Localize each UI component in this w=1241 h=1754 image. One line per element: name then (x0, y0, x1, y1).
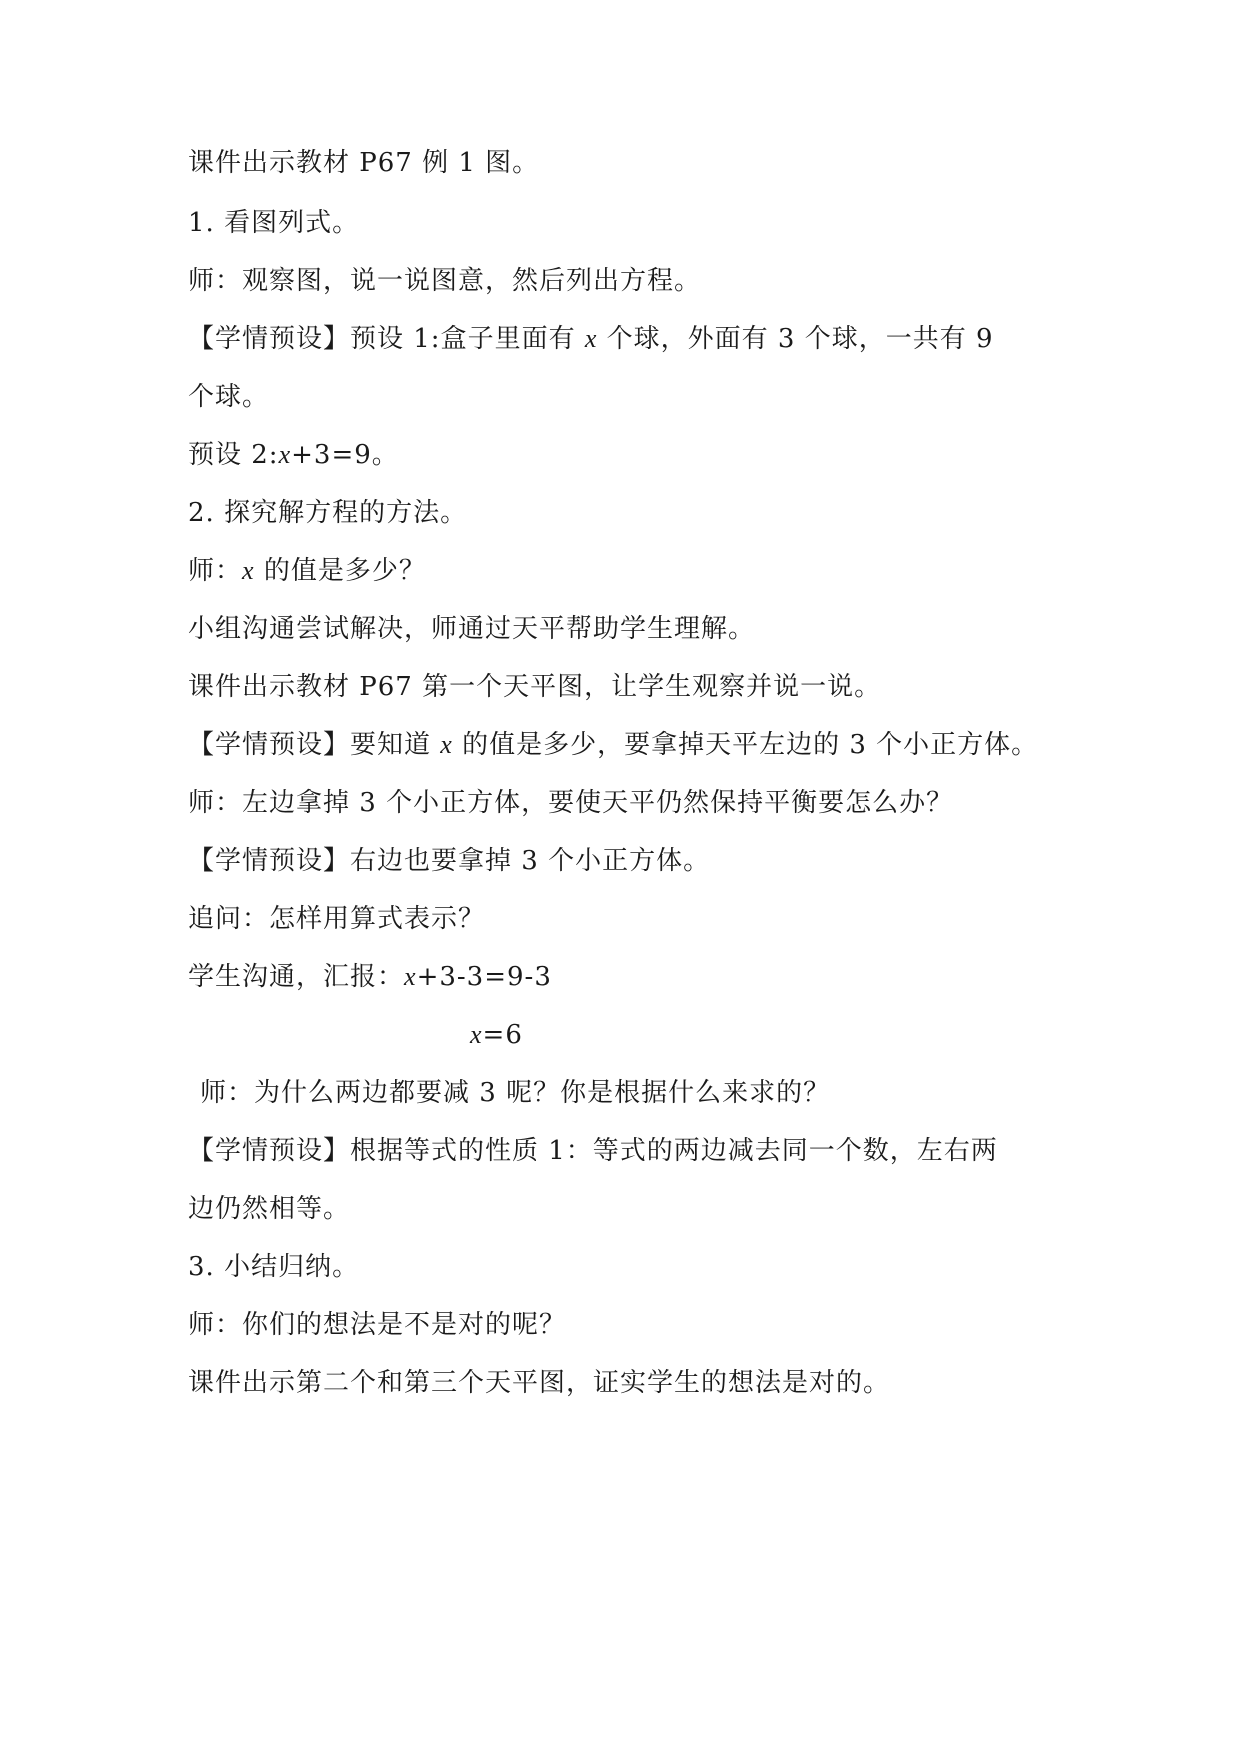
text-line: 师：为什么两边都要减 3 呢？你是根据什么来求的？ (200, 1078, 831, 1108)
text-line: 课件出示教材 P67 第一个天平图，让学生观察并说一说。 (188, 672, 882, 702)
text-line: 【学情预设】右边也要拿掉 3 个小正方体。 (188, 846, 711, 876)
text-line: 课件出示教材 P67 例 1 图。 (188, 148, 540, 178)
text-span: 【学情预设】要知道 (188, 730, 441, 760)
text-span: 师： (188, 556, 243, 586)
text-span: 的值是多少？ (254, 556, 426, 586)
section-heading: 2. 探究解方程的方法。 (188, 498, 468, 528)
section-heading: 3. 小结归纳。 (188, 1252, 360, 1282)
text-line: 小组沟通尝试解决，师通过天平帮助学生理解。 (188, 614, 756, 644)
variable-x: x (242, 556, 255, 585)
variable-x: x (404, 962, 417, 991)
variable-x: x (470, 1020, 483, 1049)
text-line: 个球。 (188, 382, 270, 412)
text-line (188, 728, 1038, 762)
text-span: 【学情预设】预设 1:盒子里面有 (188, 324, 585, 354)
text-line (188, 554, 426, 588)
text-line: 师：你们的想法是不是对的呢？ (188, 1310, 567, 1340)
text-line: 师：观察图，说一说图意，然后列出方程。 (188, 266, 702, 296)
text-line: 师：左边拿掉 3 个小正方体，要使天平仍然保持平衡要怎么办？ (188, 788, 954, 818)
variable-x: x (278, 440, 292, 469)
section-heading: 1. 看图列式。 (188, 208, 360, 238)
text-span: =6 (482, 1020, 523, 1050)
text-span: +3=9。 (291, 440, 399, 470)
text-line: 边仍然相等。 (188, 1194, 351, 1224)
text-span: 的值是多少，要拿掉天平左边的 3 个小正方体。 (452, 730, 1039, 760)
variable-x: x (440, 730, 453, 759)
variable-x: x (584, 324, 598, 353)
text-line (188, 322, 994, 356)
text-line: 课件出示第二个和第三个天平图，证实学生的想法是对的。 (188, 1368, 891, 1398)
text-span: +3-3=9-3 (416, 962, 552, 992)
text-line: 追问：怎样用算式表示？ (188, 904, 486, 934)
text-span: 个球，外面有 3 个球，一共有 9 (597, 324, 994, 354)
text-line: 【学情预设】根据等式的性质 1：等式的两边减去同一个数，左右两 (188, 1136, 998, 1166)
equation-result (470, 1018, 523, 1052)
text-line (188, 960, 552, 994)
text-span: 学生沟通，汇报： (188, 962, 405, 992)
text-span: 预设 2: (188, 440, 279, 470)
text-line (188, 438, 399, 472)
